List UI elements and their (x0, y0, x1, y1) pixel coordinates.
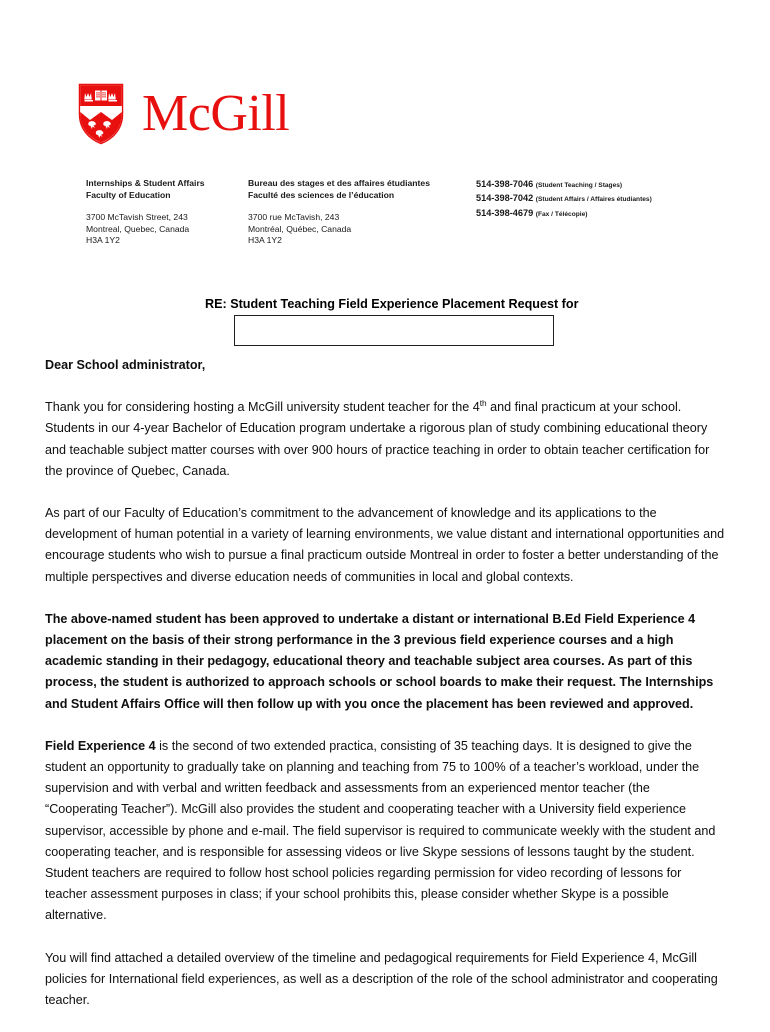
english-address-line3: H3A 1Y2 (86, 235, 120, 246)
phone-number: 514-398-7046 (476, 179, 534, 189)
mcgill-wordmark: McGill (142, 85, 290, 142)
phone-row (476, 178, 716, 192)
field-experience-detail: is the second of two extended practica, consisting of 35 teaching days. It is designed to give the student an opportunity to gradually take on planning and teaching from 75 to 100% of a teacher’s workload, under the supervision and with verbal and written feedback and assessments from an experienced mentor teacher (the “Cooperating Teacher”). McGill also provides the student and cooperating teacher with a University field experience supervisor, accessible by phone and e-mail. The field supervisor is required to communicate weekly with the student and cooperating teacher, and is responsible for assessing videos or live Skype sessions of lessons taught by the student. Student teachers are required to follow host school policies regarding permission for video recording of lessons for teacher assessment purposes in class; if your school prohibits this, please consider whether Skype is a possible alternative. (45, 738, 716, 923)
phone-note: (Fax / Télécopie) (535, 210, 588, 218)
phone-note: (Student Teaching / Stages) (535, 182, 623, 189)
english-unit-line2: Faculty of Education (86, 189, 171, 200)
salutation: Dear School administrator, (45, 358, 206, 372)
english-address-line2: Montreal, Quebec, Canada (86, 223, 190, 234)
french-unit-line1: Bureau des stages et des affaires étudiantes (248, 178, 430, 188)
paragraph-intro (45, 397, 726, 482)
paragraph-intro-part2: and final practicum at your school. Students in our 4-year Bachelor of Education program undertake a rigorous plan of study combining educational theory and teachable subject matter courses with over 900 hours of practice teaching in order to obtain teacher certification for the province of Quebec, Canada. (45, 400, 710, 478)
phone-number: 514-398-7042 (476, 193, 534, 204)
contact-french (248, 178, 476, 247)
phone-number: 514-398-4679 (476, 207, 534, 218)
paragraph-approval: The above-named student has been approved to undertake a distant or international B.Ed Field Experience 4 placement on the basis of their strong performance in the 3 previous field experience courses and a high academic standing in their pedagogy, educational theory and teachable subject area courses. As part of this process, the student is authorized to approach schools or school boards to make their request. The Internships and Student Affairs Office will then follow up with you once the placement has been reviewed and approved. (45, 611, 714, 711)
french-address-line2: Montréal, Québec, Canada (248, 223, 352, 234)
paragraph-intro-part1: Thank you for considering hosting a McGill university student teacher for the 4 (45, 400, 480, 415)
paragraph-field-experience (45, 736, 726, 927)
french-unit-line2: Faculté des sciences de l’éducation (248, 189, 395, 200)
paragraph-commitment: As part of our Faculty of Education’s commitment to the advancement of knowledge and its applications to the development of human potential in a variety of learning environments, we value distant and international opportunities and encourage students who wish to pursue a final practicum outside Montreal in order to foster a better understanding of the multiple perspectives and diverse education needs of communities in local and global contexts. (45, 506, 725, 584)
mcgill-logo (78, 83, 289, 145)
letter-body (45, 355, 726, 1032)
english-unit-line1: Internships & Student Affairs (86, 178, 205, 188)
subject-heading: RE: Student Teaching Field Experience Placement Request for (205, 297, 579, 311)
phone-note: (Student Affairs / Affaires étudiantes) (535, 196, 652, 204)
mcgill-shield-icon (78, 83, 124, 145)
student-name-field[interactable] (234, 315, 554, 346)
ordinal-suffix: th (479, 398, 487, 409)
contact-phones (476, 178, 716, 221)
phone-row (476, 192, 716, 206)
french-address-line3: H3A 1Y2 (248, 235, 282, 246)
field-experience-label: Field Experience 4 (45, 738, 156, 753)
contact-english (86, 178, 248, 247)
phone-row (476, 207, 716, 221)
paragraph-attachments: You will find attached a detailed overview of the timeline and pedagogical requirements for Field Experience 4, McGill policies for International field experiences, as well as a description of the role of the school administrator and cooperating teacher. (45, 950, 718, 1008)
contact-header (86, 178, 726, 247)
english-address-line1: 3700 McTavish Street, 243 (86, 212, 188, 223)
french-address-line1: 3700 rue McTavish, 243 (248, 212, 340, 223)
